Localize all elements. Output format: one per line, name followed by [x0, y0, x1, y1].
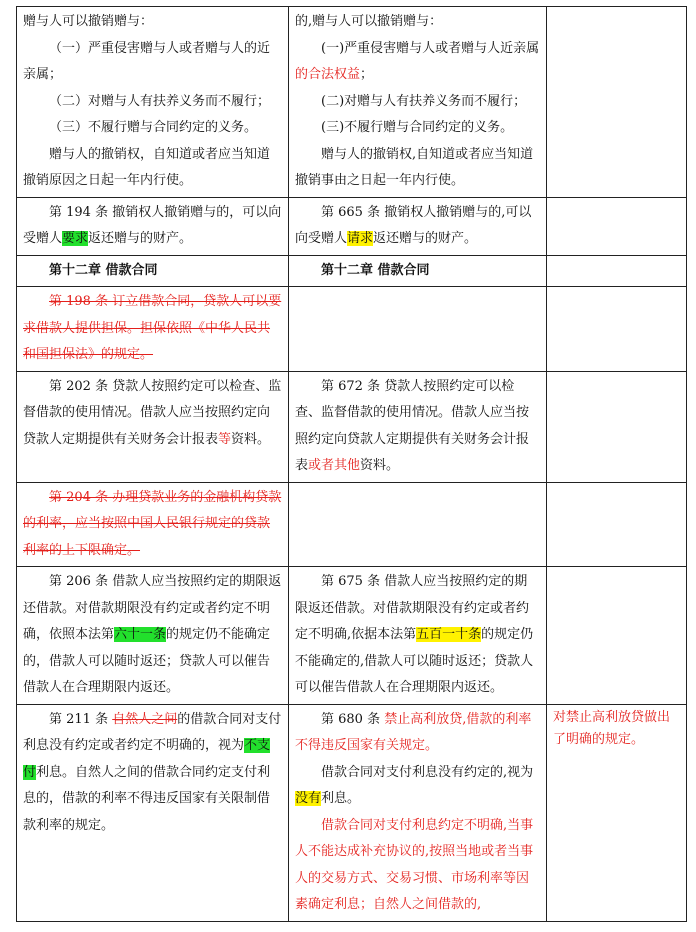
- old-article: [23, 200, 282, 253]
- highlighted-text: 六十一条: [114, 627, 167, 642]
- new-text: 的,赠与人可以撤销赠与：: [295, 14, 443, 29]
- table-row: [17, 255, 687, 287]
- note-cell: [547, 7, 687, 198]
- note-cell: [547, 371, 687, 482]
- old-law-cell: [17, 371, 289, 482]
- old-law-cell: [17, 482, 289, 567]
- new-item: (三)不履行赠与合同约定的义务。: [321, 120, 514, 135]
- chapter-title: 第十二章 借款合同: [49, 262, 158, 278]
- old-law-cell: [17, 255, 289, 287]
- old-article: [23, 707, 282, 840]
- civil-code-cell: [289, 7, 547, 198]
- note-cell: [547, 197, 687, 255]
- old-paragraph: 赠与人的撤销权，自知道或者应当知道撤销原因之日起一年内行使。: [23, 146, 271, 188]
- note-cell: [547, 704, 687, 921]
- old-law-cell: [17, 567, 289, 705]
- civil-code-cell: [289, 197, 547, 255]
- old-law-cell: [17, 7, 289, 198]
- new-article: [295, 707, 540, 760]
- text-span: (一)严重侵害赠与人或者赠与人近亲属: [321, 40, 540, 56]
- deleted-article: 第 198 条 订立借款合同，贷款人可以要求借款人提供担保。担保依照《中华人民共和国担保法》的规定。: [23, 294, 282, 362]
- table-row: [17, 704, 687, 921]
- chapter-title: 第十二章 借款合同: [321, 262, 430, 278]
- old-law-cell: [17, 704, 289, 921]
- text-span: ；: [360, 67, 374, 82]
- note-cell: [547, 255, 687, 287]
- highlighted-text: 不支付: [23, 738, 271, 780]
- old-item: （二）对赠与人有扶养义务而不履行；: [49, 93, 271, 109]
- text-span: 利息。: [321, 791, 361, 806]
- table-row: [17, 482, 687, 567]
- table-row: [17, 197, 687, 255]
- note-cell: [547, 482, 687, 567]
- text-span: 第 211 条: [49, 711, 113, 727]
- civil-code-cell: [289, 255, 547, 287]
- new-item: [295, 36, 540, 89]
- text-span: 返还赠与的财产。: [88, 231, 193, 246]
- text-span: 的借款合同对支付利息没有约定或者约定不明确的，视为: [23, 711, 282, 753]
- added-paragraph: 借款合同对支付利息约定不明确,当事人不能达成补充协议的,按照当地或者当事人的交易方式、交易习惯、市场利率等因素确定利息；自然人之间借款的,: [295, 817, 534, 912]
- text-span: 的规定仍不能确定的，借款人可以随时返还；贷款人可以催告借款人在合理期限内返还。: [23, 627, 271, 695]
- text-span: 第 672 条 贷款人按照约定可以检查、监督借款的使用情况。借款人应当按照约定向贷款人定期提供有关财务会计报表: [295, 378, 530, 473]
- text-span: 资料。: [360, 458, 400, 473]
- text-span: 资料。: [231, 431, 271, 447]
- amendment-note: 对禁止高利放贷做出了明确的规定。: [553, 709, 671, 747]
- civil-code-cell: [289, 704, 547, 921]
- text-span: 第 675 条 借款人应当按照约定的期限返还借款。对借款期限没有约定或者约定不明确,依据本法第: [295, 574, 530, 642]
- text-span: 返还赠与的财产。: [373, 231, 478, 246]
- old-article: [23, 374, 282, 454]
- text-span: 第 665 条 撤销权人撤销赠与的,可以向受赠人: [295, 204, 532, 246]
- text-span: 的规定仍不能确定的,借款人可以随时返还；贷款人可以催告借款人在合理期限内返还。: [295, 627, 534, 695]
- table-row: [17, 371, 687, 482]
- highlighted-text: 请求: [347, 231, 374, 246]
- text-span: 第 206 条 借款人应当按照约定的期限返还借款。对借款期限没有约定或者约定不明确，依照本法第: [23, 574, 282, 642]
- new-paragraph: [295, 760, 540, 813]
- highlighted-text: 要求: [62, 231, 89, 246]
- old-item: （一）严重侵害赠与人或者赠与人的近亲属；: [23, 40, 271, 82]
- changed-text: 等: [218, 431, 232, 447]
- deleted-article: 第 204 条 办理贷款业务的金融机构贷款的利率，应当按照中国人民银行规定的贷款利率的上下限确定。: [23, 489, 282, 558]
- text-span: 第 202 条 贷款人按照约定可以检查、监督借款的使用情况。借款人应当按照约定向贷款人定期提供有关财务会计报表: [23, 378, 282, 447]
- old-law-cell: [17, 197, 289, 255]
- new-item: (二)对赠与人有扶养义务而不履行；: [321, 93, 527, 109]
- added-text: 禁止高利放贷,借款的利率不得违反国家有关规定。: [295, 711, 532, 753]
- added-text: 的合法权益: [295, 67, 361, 82]
- text-span: 借款合同对支付利息没有约定的,视为: [321, 764, 534, 780]
- highlighted-text: 五百一十条: [416, 627, 482, 642]
- deleted-text: 自然人之间: [112, 711, 178, 727]
- added-text: 或者其他: [308, 458, 361, 473]
- text-span: 第 680 条: [321, 711, 385, 727]
- old-law-cell: [17, 287, 289, 372]
- highlighted-text: 没有: [295, 791, 322, 806]
- new-paragraph: 赠与人的撤销权,自知道或者应当知道撤销事由之日起一年内行使。: [295, 146, 534, 188]
- table-row: [17, 287, 687, 372]
- new-article: [295, 374, 540, 480]
- note-cell: [547, 567, 687, 705]
- law-comparison-table: [16, 6, 687, 922]
- old-article: [23, 569, 282, 702]
- new-article: [295, 569, 540, 702]
- civil-code-cell: [289, 482, 547, 567]
- civil-code-cell: [289, 371, 547, 482]
- table-row: [17, 567, 687, 705]
- civil-code-cell: [289, 287, 547, 372]
- civil-code-cell: [289, 567, 547, 705]
- old-item: （三）不履行赠与合同约定的义务。: [49, 120, 258, 135]
- new-article: [295, 200, 540, 253]
- table-row: [17, 7, 687, 198]
- text-span: 第 194 条 撤销权人撤销赠与的，可以向受赠人: [23, 204, 282, 246]
- text-span: 利息。自然人之间的借款合同约定支付利息的，借款的利率不得违反国家有关限制借款利率的规定。: [23, 764, 271, 833]
- note-cell: [547, 287, 687, 372]
- old-text: 赠与人可以撤销赠与：: [23, 14, 154, 29]
